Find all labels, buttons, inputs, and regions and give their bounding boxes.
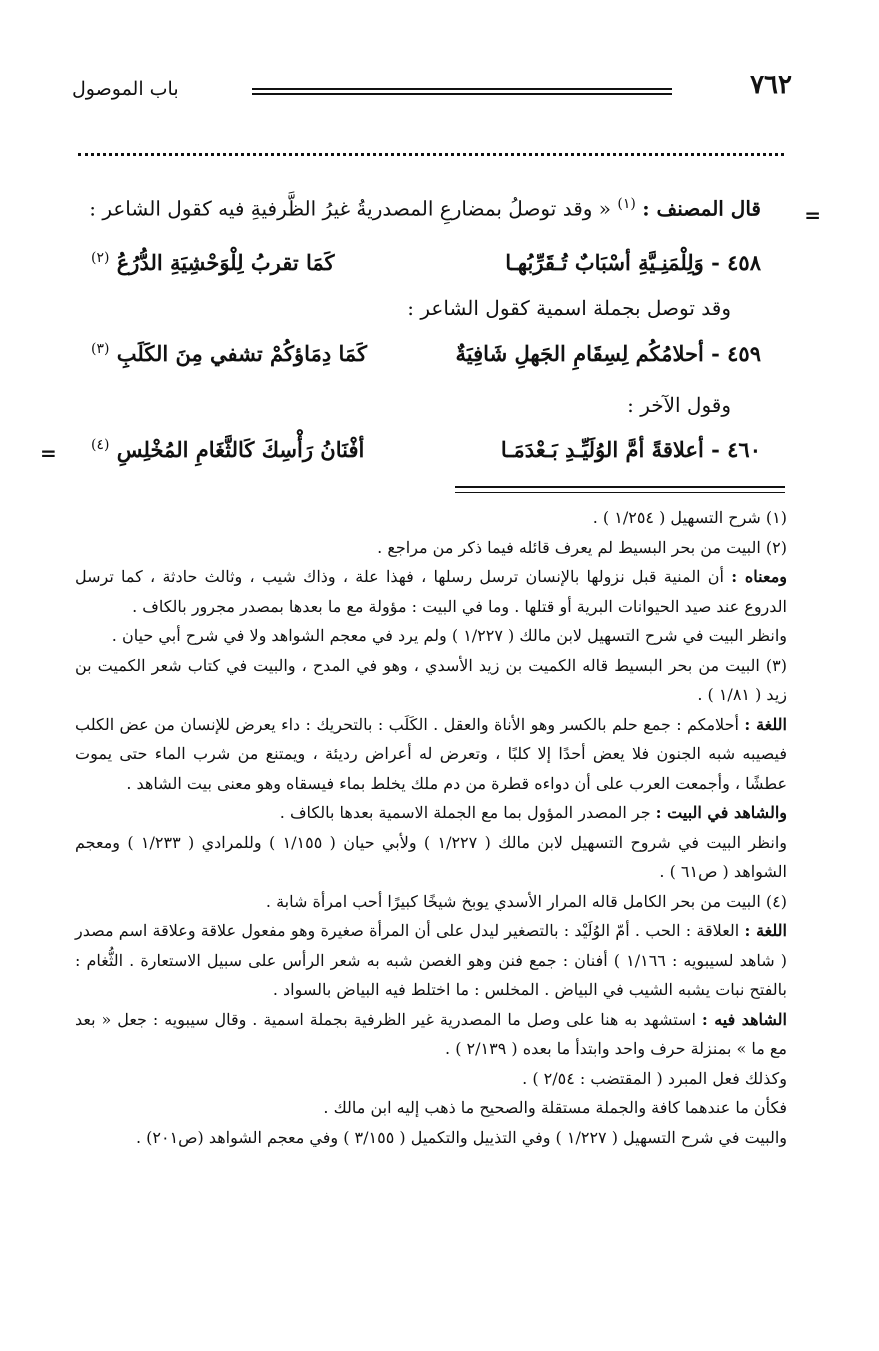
footnote-paragraph: وانظر البيت في شرح التسهيل لابن مالك ( ١/٢٢٧ ) ولم يرد في معجم الشواهد ولا في شرح أبي حيان . [111, 626, 787, 645]
verse-hemistich-2: كَمَا تقربُ لِلْوَحْشِيَةِ الدُّرُعُ [116, 250, 335, 275]
verse-number: ٤٥٨ - [711, 250, 761, 275]
footnotes [75, 503, 787, 1152]
intro-lead: قال المصنف : [642, 196, 761, 221]
footnote-paragraph: وانظر البيت في شروح التسهيل لابن مالك ( ١/٢٢٧ ) ولأبي حيان ( ١/١٥٥ ) وللمرادي ( ١/٢٣٣ ) ومعجم الشواهد ( ص٦١ ) . [75, 832, 787, 881]
intro-text: « وقد توصلُ بمضارعِ المصدريةُ غيرُ الظَّرفيةِ فيه كقول الشاعر : [89, 196, 612, 221]
footnote-paragraph: فكأن ما عندهما كافة والجملة مستقلة والصحيح ما ذهب إليه ابن مالك . [323, 1098, 787, 1117]
verse-number: ٤٥٩ - [711, 341, 761, 366]
header-rule [252, 88, 672, 95]
dotted-separator [78, 153, 784, 156]
verse-459 [91, 341, 761, 375]
verse-hemistich-2: كَمَا دِمَاؤكُمْ تشفي مِنَ الكَلَبِ [116, 341, 368, 366]
footnote-paragraph: اللغة : العلاقة : الحب . أمّ الوُلَيْد : بالتصغير ليدل على أن المرأة صغيرة وهو مفعول علاقة وعلاقة اسم مصدر ( شاهد لسيبويه : ١/١٦٦ ) أفنان : جمع فنن وهو الغصن شبه به شعر الرأس على سبيل الاستعارة . الثُّغام : بالفتح نبات يشبه الشيب في البياض . المخلس : ما اختلط فيه البياض بالسواد . [75, 921, 788, 999]
footnote-rule-thin [455, 492, 785, 493]
verse-footnote-ref: (٢) [91, 250, 110, 266]
footnote-paragraph: وكذلك فعل المبرد ( المقتضب : ٢/٥٤ ) . [522, 1068, 787, 1088]
intro-footnote-ref: (١) [617, 196, 636, 212]
footnote-paragraph: (٢) البيت من بحر البسيط لم يعرف قائله فيما ذكر من مراجع . [377, 537, 787, 557]
chapter-title: باب الموصول [72, 78, 179, 100]
continuation-mark-right: = [804, 203, 821, 227]
verse-hemistich-2: أفْنَانُ رَأْسِكَ كَالثَّغَامِ المُخْلِسِ [116, 437, 365, 462]
footnote-paragraph: (١) شرح التسهيل ( ١/٢٥٤ ) . [592, 508, 787, 527]
page-number: ٧٦٢ [750, 70, 792, 100]
footnote-paragraph: الشاهد فيه : استشهد به هنا على وصل ما المصدرية غير الظرفية بجملة اسمية . وقال سيبويه : جعل « بعد مع ما » بمنزلة حرف واحد وابتدأ ما بعده ( ٢/١٣٩ ) . [75, 1009, 788, 1058]
footnote-paragraph: ومعناه : أن المنية قبل نزولها بالإنسان ترسل رسلها ، فهذا علة ، وذاك شيب ، وثالث حادثة ، كما ترسل الدروع عند صيد الحيوانات البرية أو قتلها . وما في البيت : مؤولة مع ما بعدها بمصدر مجرور بالكاف . [75, 567, 787, 616]
verse-footnote-ref: (٤) [91, 437, 110, 453]
footnote-rule [455, 486, 785, 488]
verse-hemistich-1: أعلاقةً أمَّ الوُلَيِّـدِ بَـعْدَمَـا [500, 437, 704, 462]
intro-line [91, 196, 761, 221]
verse-hemistich-1: وَلِلْمَنِـيَّةِ أسْبَابٌ تُـقَرِّبُهـا [505, 250, 704, 275]
verse-number: ٤٦٠ - [711, 437, 761, 462]
verse-hemistich-1: أحلامُكُم لِسِقَامِ الجَهلِ شَافِيَةٌ [455, 341, 704, 366]
footnote-paragraph: والبيت في شرح التسهيل ( ١/٢٢٧ ) وفي التذييل والتكميل ( ٣/١٥٥ ) وفي معجم الشواهد (ص٢٠١) . [135, 1127, 787, 1147]
footnote-paragraph: (٤) البيت من بحر الكامل قاله المرار الأسدي يوبخ شيخًا كبيرًا أحب امرأة شابة . [265, 891, 787, 911]
footnote-paragraph: (٣) البيت من بحر البسيط قاله الكميت بن زيد الأسدي ، وهو في المدح ، والبيت في كتاب شعر الكميت بن زيد ( ١/٨١ ) . [75, 655, 788, 704]
text-line-2: وقد توصل بجملة اسمية كقول الشاعر : [407, 296, 731, 320]
page-header [72, 70, 792, 110]
footnote-paragraph: اللغة : أحلامكم : جمع حلم بالكسر وهو الأناة والعقل . الكَلَب : بالتحريك : داء يعرض للإنسان من عض الكلب فيصيبه شبه الجنون فلا يعض أحدًا إلا كلبًا ، وتعرض له أعراض رديئة ، ويمتنع من شرب الماء حتى يموت عطشًا ، وأجمعت العرب على أن دواءه قطرة من دم ملك يخلط بماء فيسقاه وهو معنى بيت الشاهد . [75, 714, 787, 793]
footnote-paragraph: والشاهد في البيت : جر المصدر المؤول بما مع الجملة الاسمية بعدها بالكاف . [279, 803, 787, 822]
verse-footnote-ref: (٣) [91, 341, 110, 357]
verse-460 [91, 437, 761, 471]
continuation-mark-left: = [40, 441, 57, 465]
verse-458 [91, 250, 761, 284]
text-line-3: وقول الآخر : [627, 393, 731, 417]
